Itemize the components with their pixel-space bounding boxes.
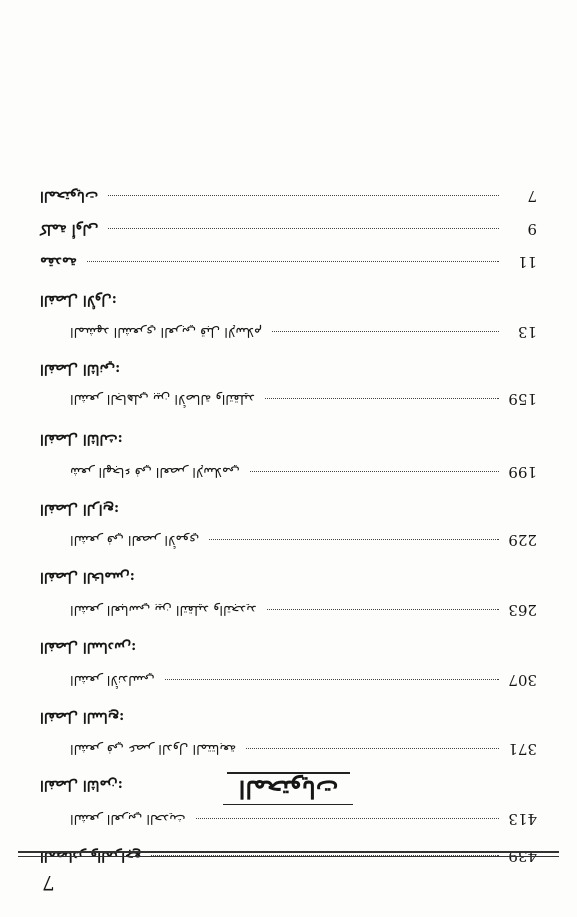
toc-entry-title: المحتويات <box>40 188 99 204</box>
toc-entry-page: 9 <box>527 220 537 238</box>
toc-entry-page: 371 <box>508 740 537 758</box>
chapter-label: الفصل السادس: <box>40 639 137 655</box>
chapter-label: الفصل الخامس: <box>40 569 135 585</box>
chapter-label: الفصل الأول: <box>40 292 117 308</box>
toc-entry-title: الشعر في العصر الأموي <box>70 532 200 548</box>
toc-entry-title: الشعر في عصر الدول المتتابعة <box>70 741 237 757</box>
toc-entry-page: 439 <box>508 847 537 865</box>
page-number: 7 <box>42 871 55 895</box>
toc-heading-block <box>0 772 577 809</box>
toc-entry-title: الشعر الأندلسي <box>70 672 155 688</box>
toc-entry-title: الشعر الجاهلي بين الأصالة والتقليد <box>70 391 255 407</box>
toc-entry-title: الشعر العربي الحديث <box>70 811 186 827</box>
toc-entry-title: الشعر العباسي بين التقليد والتجديد <box>70 602 257 618</box>
chapter-label: الفصل الثامن: <box>40 777 123 793</box>
chapter-label: الفصل السابع: <box>40 709 125 725</box>
toc-entry-title: كلمة أولى <box>40 221 99 237</box>
toc-heading: المحتويات <box>227 772 351 804</box>
toc-entry-page: 7 <box>527 187 537 205</box>
header-rule <box>18 851 559 857</box>
toc-entry-page: 11 <box>517 253 537 271</box>
toc-entry-title: المشهد الشعري العربي قبل الإسلام <box>70 324 262 340</box>
toc-entry-title: مقدمة <box>40 254 77 270</box>
chapter-label: الفصل الرابع: <box>40 501 120 517</box>
toc-entry-page: 307 <box>508 671 537 689</box>
toc-entry-page: 263 <box>508 601 537 619</box>
toc-entry-page: 13 <box>517 323 537 341</box>
toc-entry-title: المصادر والمراجع <box>40 848 142 864</box>
chapter-label: الفصل الثالث: <box>40 431 123 447</box>
toc-entry-page: 199 <box>508 463 537 481</box>
heading-rule <box>224 804 354 805</box>
toc-entry-page: 159 <box>508 390 537 408</box>
toc-entry-page: 229 <box>508 531 537 549</box>
chapter-label: الفصل الثاني: <box>40 361 121 377</box>
toc-entry-title: شعر الهجاء في العصر الإسلامي <box>70 464 240 480</box>
toc-entry-page: 413 <box>508 810 537 828</box>
